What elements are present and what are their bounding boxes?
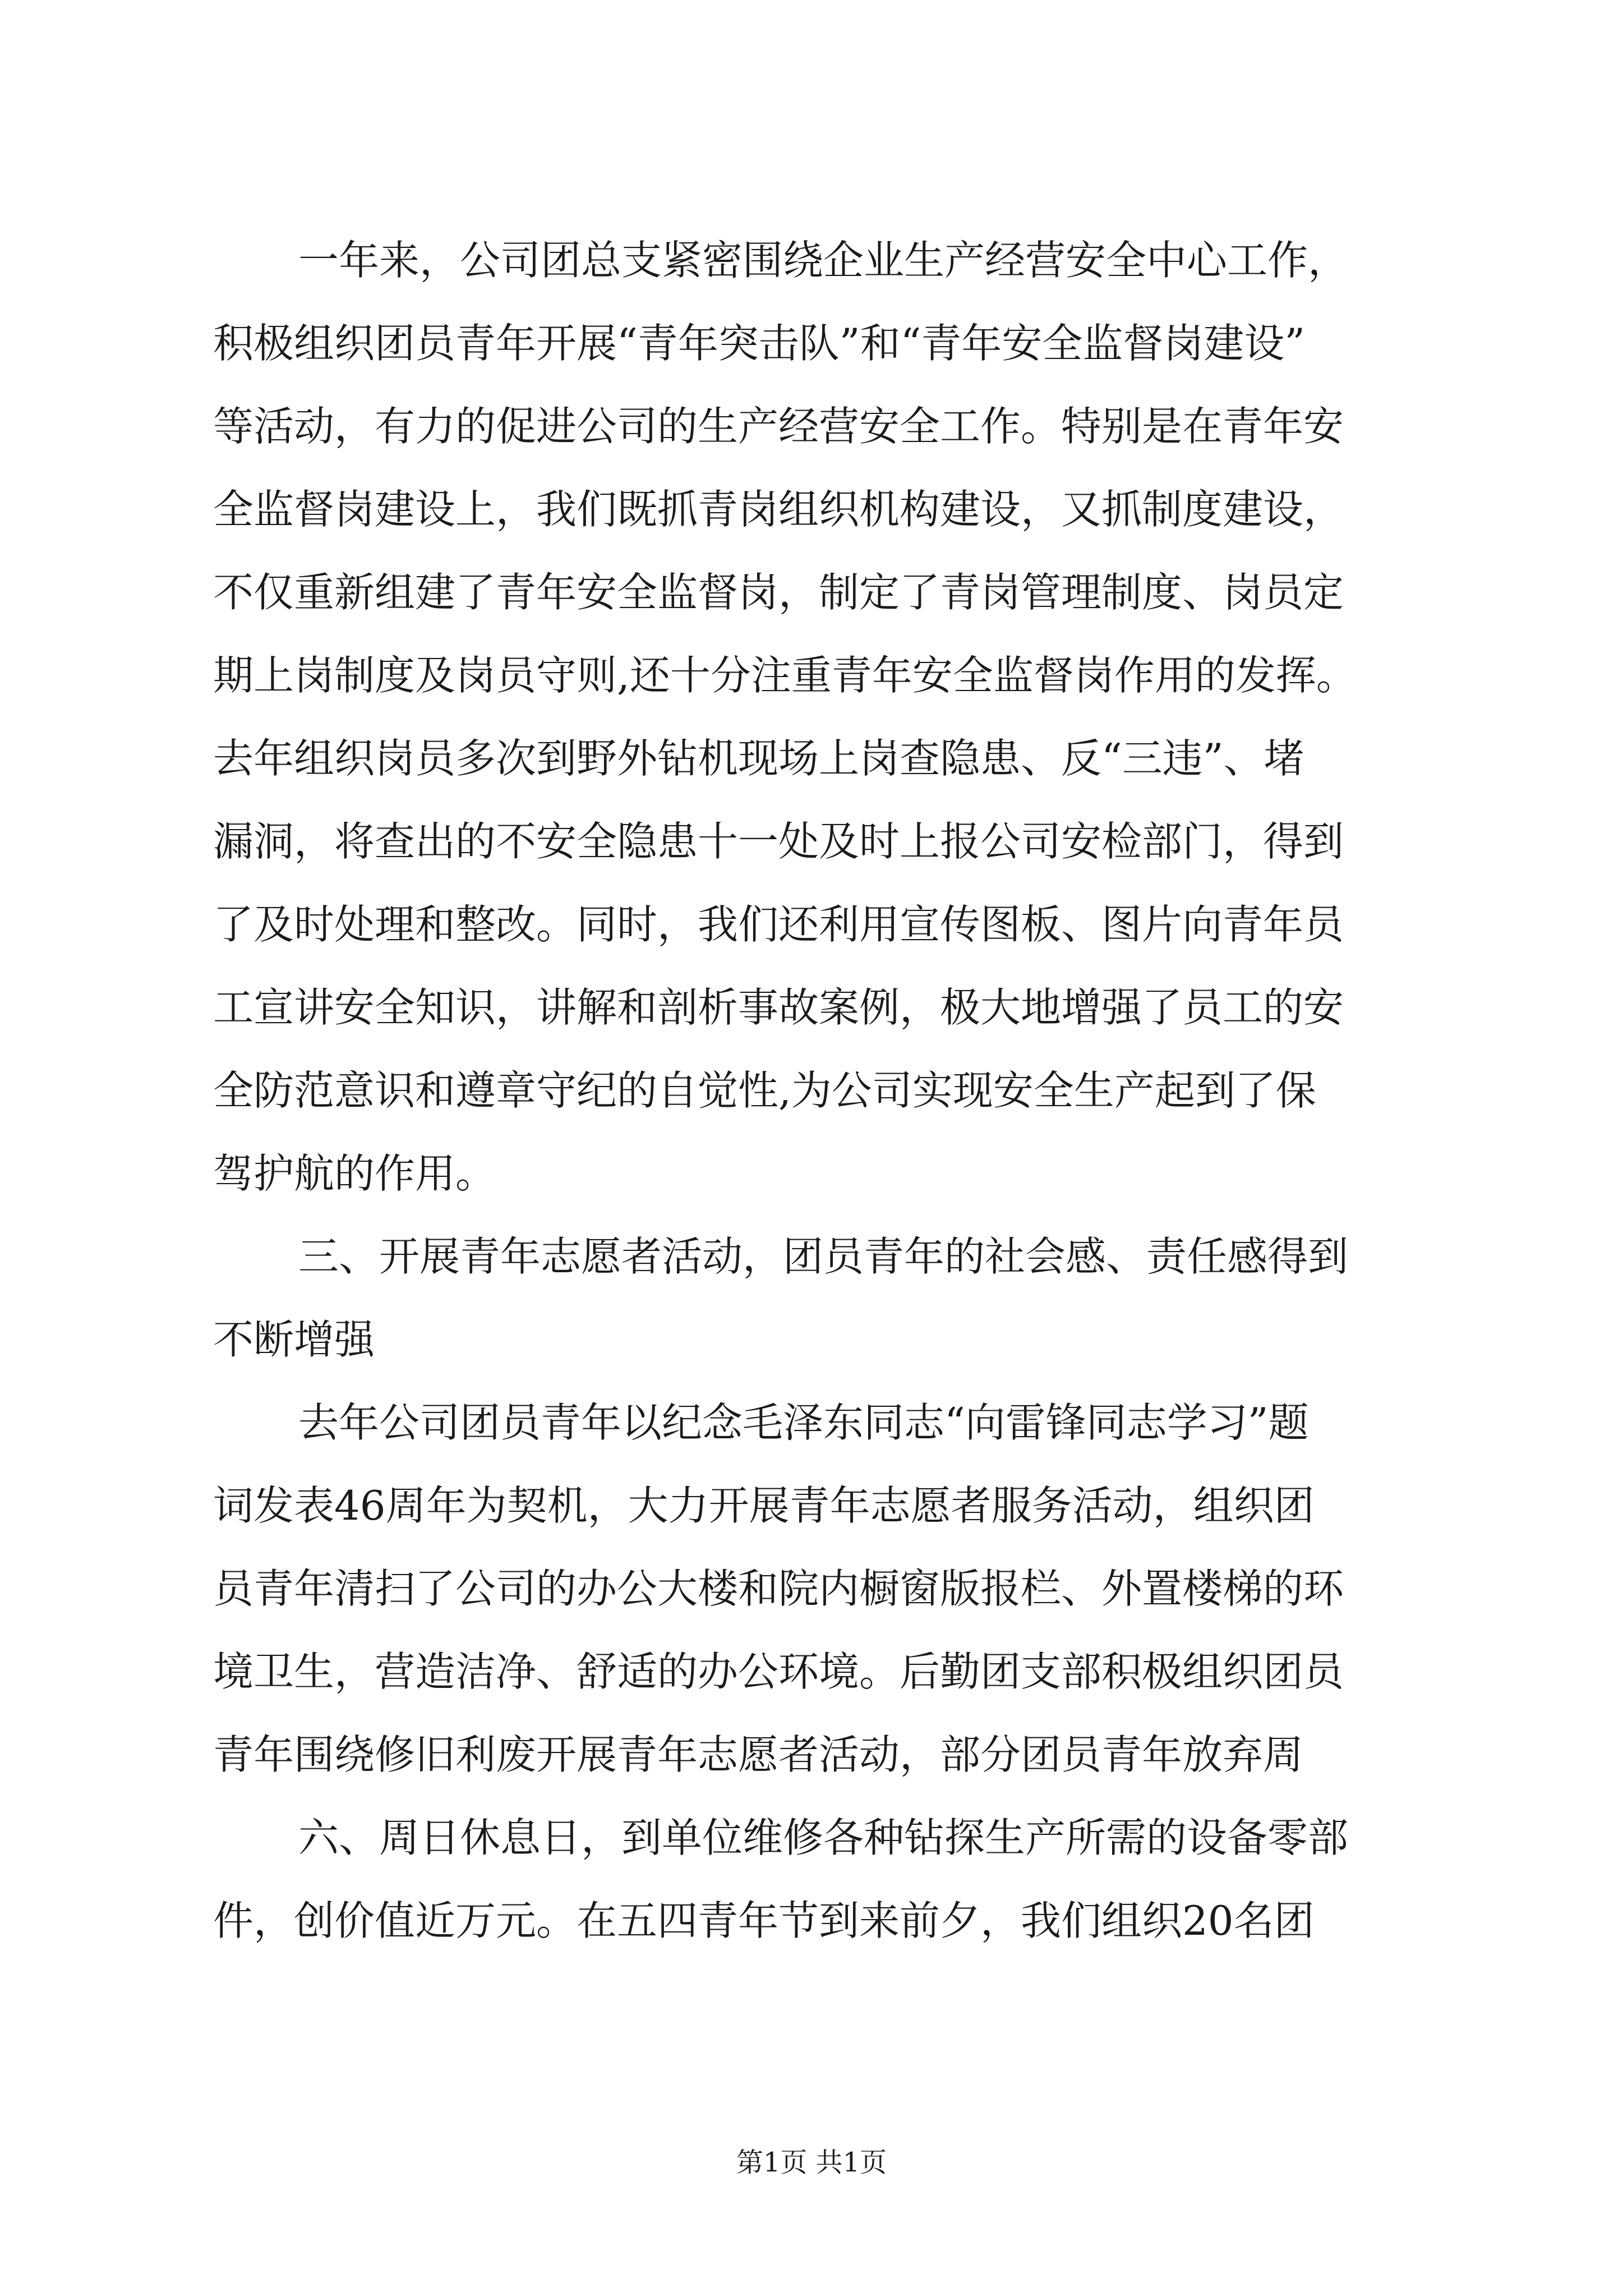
text-line: 员青年清扫了公司的办公大楼和院内橱窗版报栏、外置楼梯的环 (213, 1565, 1344, 1612)
text-line: 不仅重新组建了青年安全监督岗，制定了青岗管理制度、岗员定 (213, 569, 1344, 616)
text-line: 期上岗制度及岗员守则,还十分注重青年安全监督岗作用的发挥。 (213, 652, 1357, 699)
document-body (213, 236, 1424, 1979)
text-line: 去年公司团员青年以纪念毛泽东同志“向雷锋同志学习”题 (298, 1399, 1309, 1446)
page-footer: 第1页 共1页 (736, 2147, 887, 2178)
text-line: 青年围绕修旧利废开展青年志愿者活动，部分团员青年放弃周 (213, 1731, 1304, 1778)
text-line: 积极组织团员青年开展“青年突击队”和“青年安全监督岗建设” (213, 320, 1306, 367)
text-line: 三、开展青年志愿者活动，团员青年的社会感、责任感得到 (298, 1233, 1349, 1280)
text-line: 全防范意识和遵章守纪的自觉性,为公司实现安全生产起到了保 (213, 1067, 1316, 1114)
text-line: 去年组织岗员多次到野外钻机现场上岗查隐患、反“三违”、堵 (213, 735, 1304, 782)
text-line: 词发表46周年为契机，大力开展青年志愿者服务活动，组织团 (213, 1482, 1315, 1529)
text-line: 全监督岗建设上，我们既抓青岗组织机构建设，又抓制度建设， (213, 486, 1344, 533)
text-line: 不断增强 (213, 1316, 375, 1363)
text-line: 漏洞，将查出的不安全隐患十一处及时上报公司安检部门，得到 (213, 818, 1344, 865)
text-line: 工宣讲安全知识，讲解和剖析事故案例，极大地增强了员工的安 (213, 984, 1344, 1031)
text-line: 了及时处理和整改。同时，我们还利用宣传图板、图片向青年员 (213, 901, 1344, 948)
text-line: 一年来，公司团总支紧密围绕企业生产经营安全中心工作， (298, 237, 1349, 284)
text-line: 件，创价值近万元。在五四青年节到来前夕，我们组织20名团 (213, 1897, 1315, 1944)
text-line: 等活动，有力的促进公司的生产经营安全工作。特别是在青年安 (213, 403, 1344, 450)
text-line: 六、周日休息日，到单位维修各种钻探生产所需的设备零部 (298, 1814, 1349, 1861)
text-line: 境卫生，营造洁净、舒适的办公环境。后勤团支部积极组织团员 (213, 1648, 1344, 1695)
text-line: 驾护航的作用。 (213, 1150, 496, 1197)
